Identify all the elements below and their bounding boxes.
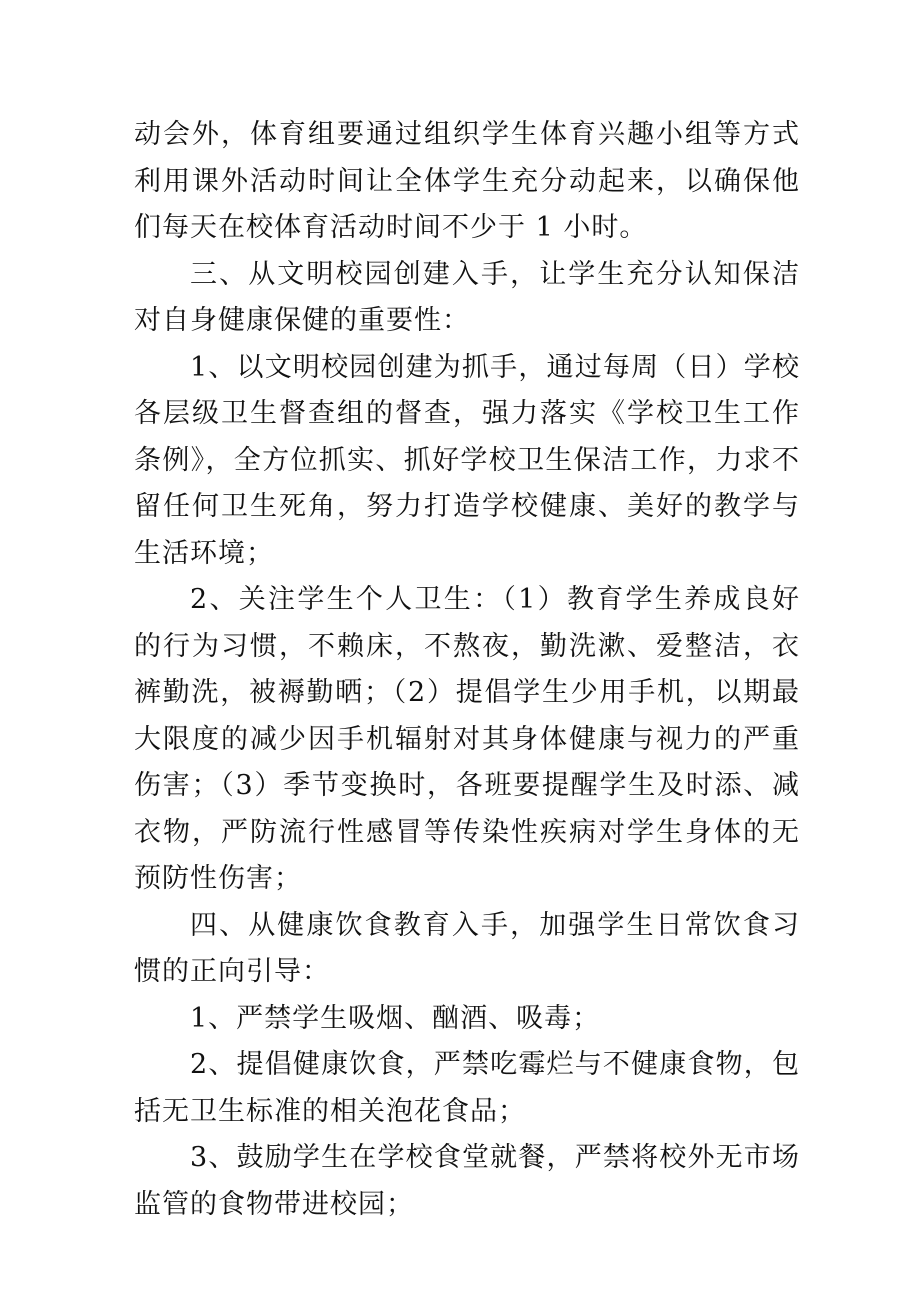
paragraph-item-3b: 3、鼓励学生在学校食堂就餐，严禁将校外无市场监管的食物带进校园； (134, 1142, 800, 1220)
paragraph-item-1: 1、以文明校园创建为抓手，通过每周（日）学校各层级卫生督查组的督查，强力落实《学校卫生工作条例》，全方位抓实、抓好学校卫生保洁工作，力求不留任何卫生死角，努力打造学校健康、美好的教学与生活环境； (134, 351, 800, 569)
paragraph-item-2b: 2、提倡健康饮食，严禁吃霉烂与不健康食物，包括无卫生标准的相关泡花食品； (134, 1049, 800, 1127)
section-heading-three: 三、从文明校园创建入手，让学生充分认知保洁对自身健康保健的重要性： (134, 258, 800, 336)
paragraph-item-1b: 1、严禁学生吸烟、酗酒、吸毒； (190, 1002, 601, 1034)
paragraph-item-2: 2、关注学生个人卫生：（1）教育学生养成良好的行为习惯，不赖床，不熬夜，勤洗漱、爱整洁，衣裤勤洗，被褥勤晒；（2）提倡学生少用手机，以期最大限度的减少因手机辐射对其身体健康与视力的严重伤害；（3）季节变换时，各班要提醒学生及时添、减衣物，严防流行性感冒等传染性疾病对学生身体的无预防性伤害； (134, 584, 800, 894)
section-heading-four: 四、从健康饮食教育入手，加强学生日常饮食习惯的正向引导： (134, 909, 800, 987)
paragraph-continuation: 动会外，体育组要通过组织学生体育兴趣小组等方式利用课外活动时间让全体学生充分动起来，以确保他们每天在校体育活动时间不少于 1 小时。 (134, 119, 800, 243)
document-body (134, 112, 800, 1228)
